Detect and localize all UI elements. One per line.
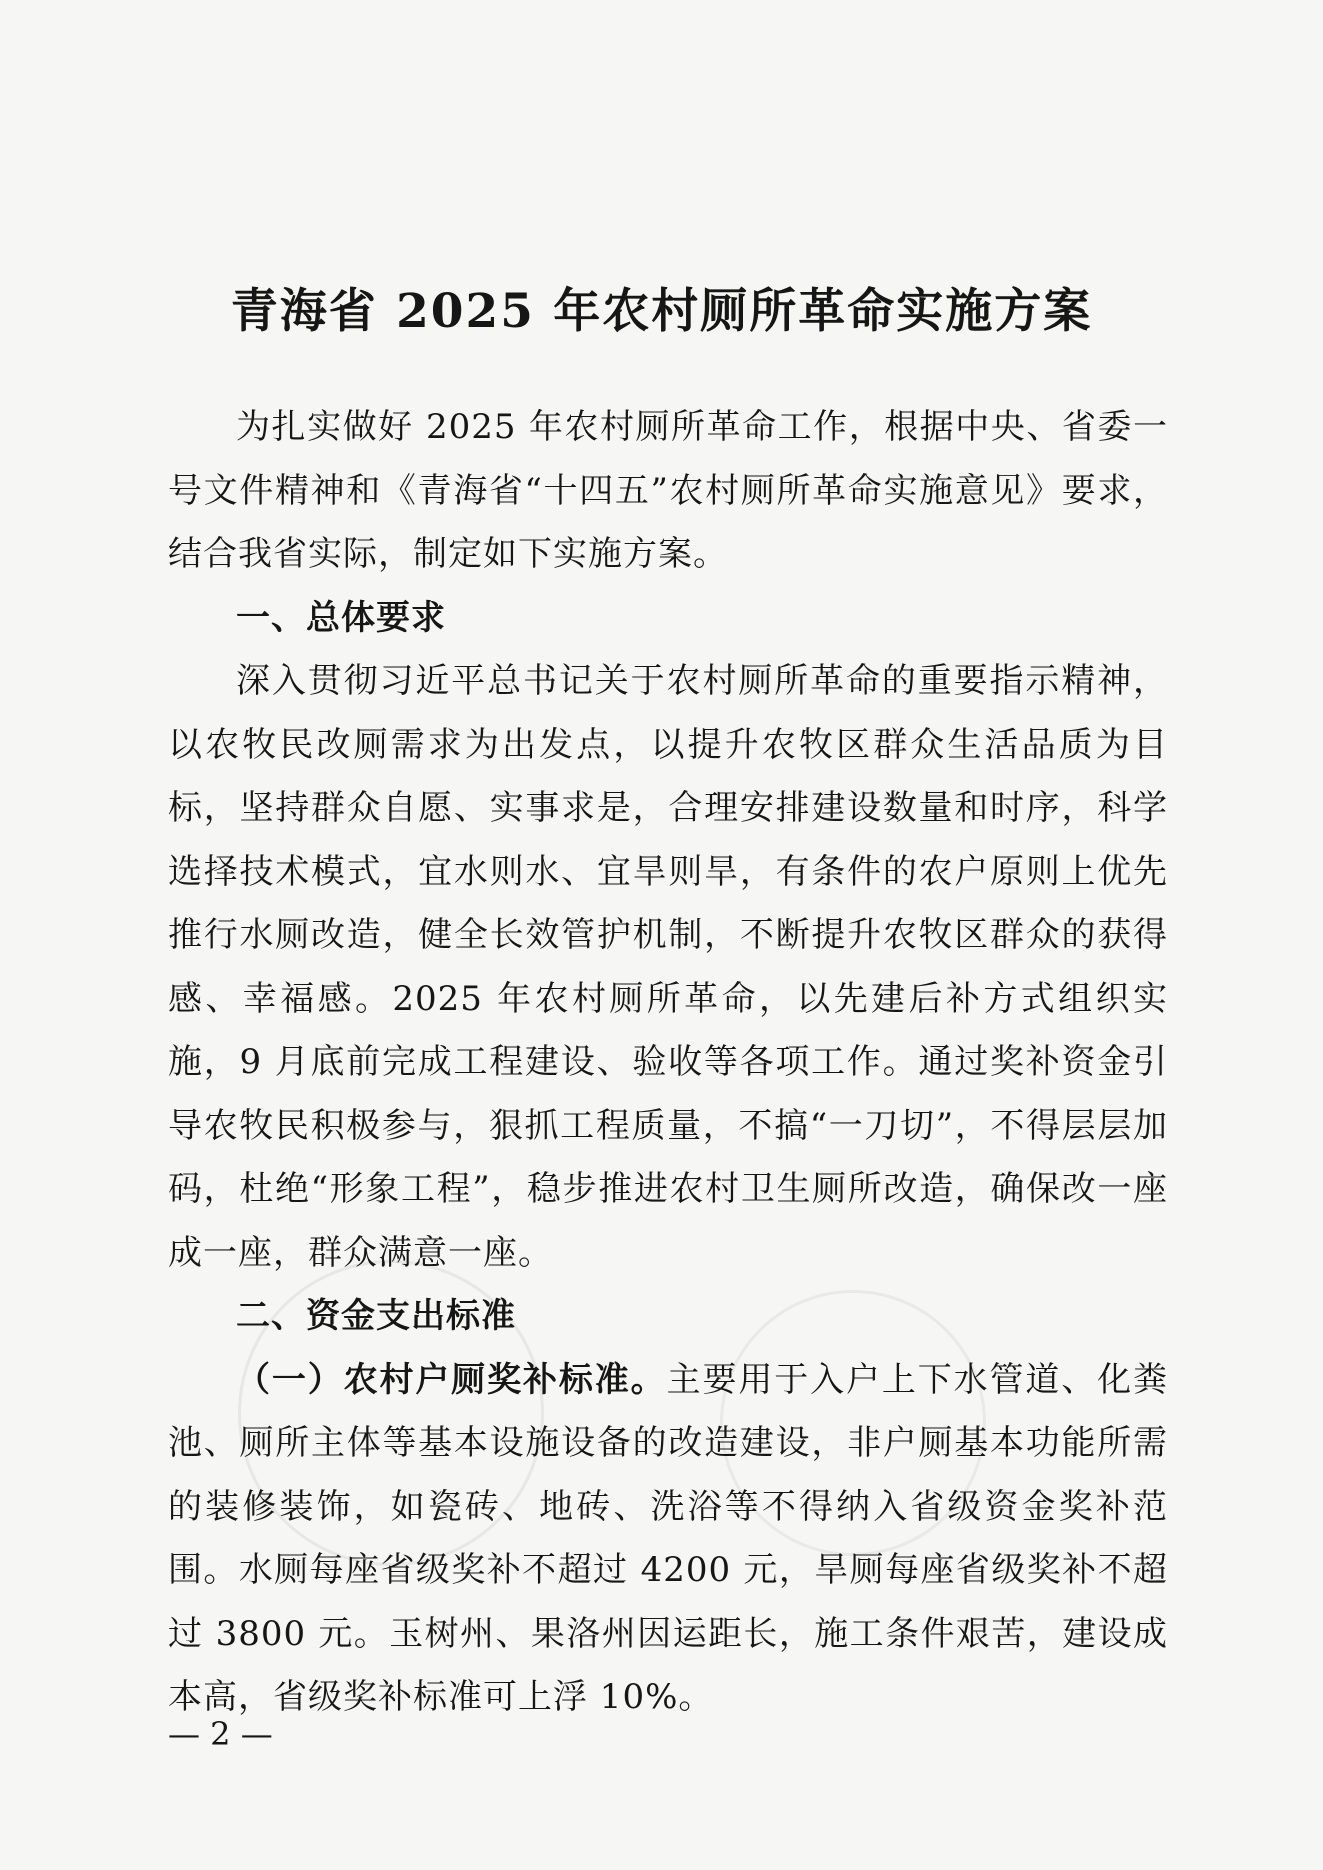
section2-sub1-lead: （一）农村户厕奖补标准。 [236, 1359, 667, 1400]
document-title: 青海省 2025 年农村厕所革命实施方案 [230, 284, 1093, 339]
document-body [168, 396, 1168, 1730]
page-number: — 2 — [168, 1715, 273, 1753]
section2-sub1-text: 主要用于入户上下水管道、化粪池、厕所主体等基本设施设备的改造建设，非户厕基本功能所需的装修装饰，如瓷砖、地砖、洗浴等不得纳入省级资金奖补范围。水厕每座省级奖补不超过 4200 元，旱厕每座省级奖补不超过 3800 元。玉树州、果洛州因运距长，施工条件艰苦，建设成本高，省级奖补标准可上浮 10%。 [168, 1359, 1169, 1717]
section2-sub1-paragraph [168, 1349, 1168, 1730]
section2-heading: 二、资金支出标准 [236, 1296, 516, 1336]
section1-paragraph: 深入贯彻习近平总书记关于农村厕所革命的重要指示精神，以农牧民改厕需求为出发点，以提升农牧区群众生活品质为目标，坚持群众自愿、实事求是，合理安排建设数量和时序，科学选择技术模式，宜水则水、宜旱则旱，有条件的农户原则上优先推行水厕改造，健全长效管护机制，不断提升农牧区群众的获得感、幸福感。2025 年农村厕所革命，以先建后补方式组织实施，9 月底前完成工程建设、验收等各项工作。通过奖补资金引导农牧民积极参与，狠抓工程质量，不搞“一刀切”，不得层层加码，杜绝“形象工程”，稳步推进农村卫生厕所改造，确保改一座成一座，群众满意一座。 [168, 661, 1168, 1273]
intro-paragraph: 为扎实做好 2025 年农村厕所革命工作，根据中央、省委一号文件精神和《青海省“十四五”农村厕所革命实施意见》要求，结合我省实际，制定如下实施方案。 [168, 407, 1168, 574]
section1-heading: 一、总体要求 [236, 597, 446, 638]
